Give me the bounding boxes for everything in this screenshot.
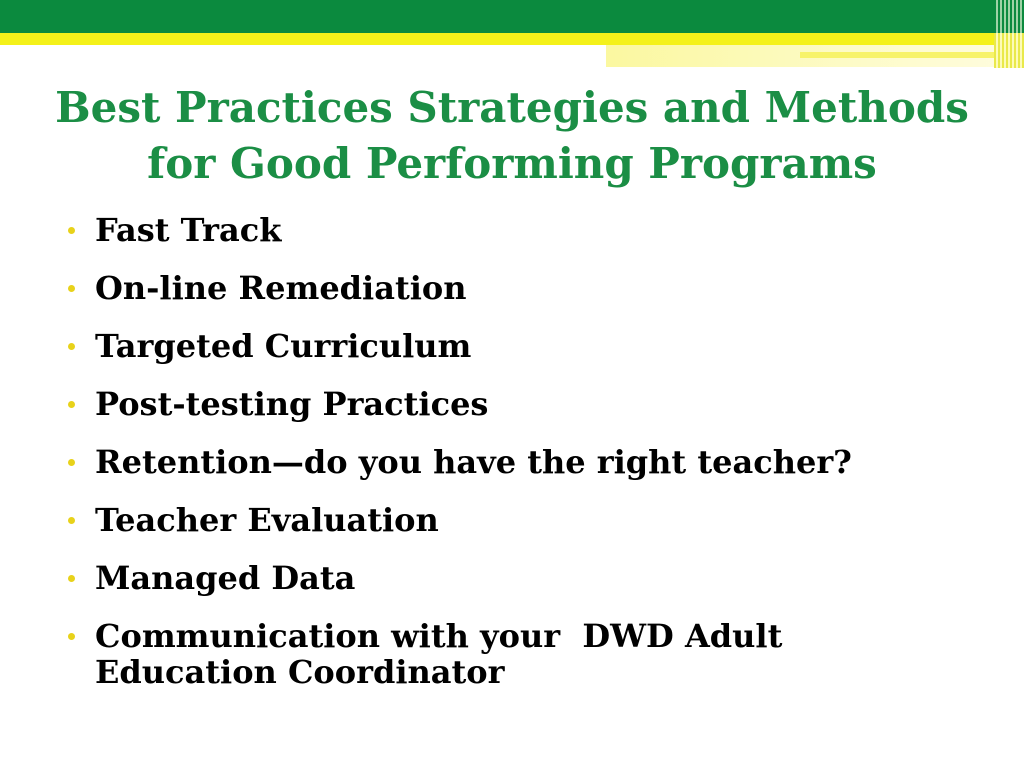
bullet-text: Communication with your DWD Adult Education Coordinator (95, 617, 794, 691)
banner-fade-line (800, 52, 1024, 58)
bullet-item (66, 212, 966, 248)
title-line-2: for Good Performing Programs (147, 139, 877, 188)
title-line-1: Best Practices Strategies and Methods (55, 83, 969, 132)
bullet-dot-icon (68, 401, 75, 408)
top-banner-yellow (0, 33, 1024, 45)
bullet-item (66, 502, 966, 538)
bullet-text: Post-testing Practices (95, 385, 489, 423)
top-banner-green (0, 0, 1024, 33)
bullet-dot-icon (68, 459, 75, 466)
bullet-text: Managed Data (95, 559, 356, 597)
bullet-dot-icon (68, 285, 75, 292)
bullet-text: On-line Remediation (95, 269, 467, 307)
bullet-item (66, 444, 966, 480)
bullet-item (66, 270, 966, 306)
bullet-text: Retention—do you have the right teacher? (95, 443, 852, 481)
bullet-item (66, 386, 966, 422)
bullet-item (66, 328, 966, 364)
bullet-text: Targeted Curriculum (95, 327, 472, 365)
bullet-dot-icon (68, 343, 75, 350)
bullet-text: Teacher Evaluation (95, 501, 439, 539)
bullet-dot-icon (68, 633, 75, 640)
banner-stripes-yellow (994, 33, 1024, 68)
bullet-dot-icon (68, 227, 75, 234)
bullet-list (66, 212, 966, 712)
bullet-item (66, 560, 966, 596)
bullet-dot-icon (68, 575, 75, 582)
bullet-item (66, 618, 966, 690)
bullet-dot-icon (68, 517, 75, 524)
slide-title (0, 80, 1024, 192)
bullet-text: Fast Track (95, 211, 282, 249)
